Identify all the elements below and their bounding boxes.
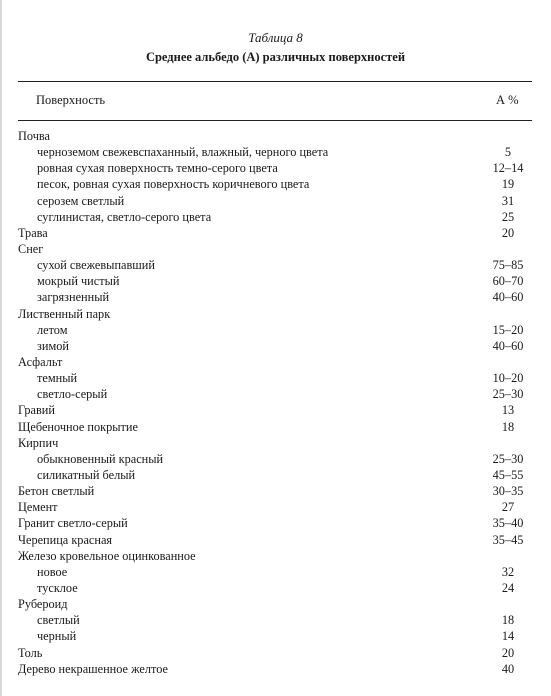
table-row xyxy=(0,257,551,273)
row-albedo-value: 24 xyxy=(501,580,515,595)
row-albedo-value: 27 xyxy=(501,500,515,515)
table-row xyxy=(0,548,551,564)
table-row xyxy=(0,306,551,322)
row-label: черноземом свежевспаханный, влажный, черного цвета xyxy=(37,145,329,160)
row-label: Кирпич xyxy=(18,435,59,450)
row-albedo-value: 5 xyxy=(504,145,512,160)
table-row xyxy=(0,241,551,257)
row-label: летом xyxy=(37,322,68,337)
table-row xyxy=(0,386,551,402)
row-label: сухой свежевыпавший xyxy=(37,258,155,273)
table-title: Среднее альбедо (А) различных поверхностей xyxy=(145,50,406,64)
row-label: Почва xyxy=(18,129,50,143)
row-label: ровная сухая поверхность темно-серого цвета xyxy=(37,161,278,176)
table-row xyxy=(0,338,551,354)
table-row xyxy=(0,628,551,644)
row-label: Цемент xyxy=(18,500,58,515)
table-row xyxy=(0,515,551,531)
row-label: суглинистая, светло-серого цвета xyxy=(37,209,212,224)
row-label: темный xyxy=(37,371,78,386)
row-label: обыкновенный красный xyxy=(37,451,164,466)
table-row xyxy=(0,402,551,418)
table-row xyxy=(0,176,551,192)
table-header-rule xyxy=(18,120,532,121)
table-row xyxy=(0,645,551,661)
row-albedo-value: 10–20 xyxy=(492,371,524,386)
table-row xyxy=(0,193,551,209)
table-row xyxy=(0,322,551,338)
row-label: загрязненный xyxy=(37,290,110,305)
table-top-rule xyxy=(18,81,532,82)
row-albedo-value: 19 xyxy=(501,177,515,192)
row-albedo-value: 18 xyxy=(501,613,515,628)
row-albedo-value: 25–30 xyxy=(492,451,524,466)
row-albedo-value: 20 xyxy=(501,645,515,660)
row-label: Асфальт xyxy=(18,354,63,369)
row-label: мокрый чистый xyxy=(37,274,120,289)
table-row xyxy=(0,564,551,580)
row-label: Лиственный парк xyxy=(18,306,111,321)
row-label: серозем светлый xyxy=(37,193,125,208)
row-label: Железо кровельное оцинкованное xyxy=(18,548,196,563)
row-label: новое xyxy=(37,564,68,579)
row-label: Трава xyxy=(18,225,48,240)
table-row xyxy=(0,435,551,451)
table-row xyxy=(0,370,551,386)
row-label: светло-серый xyxy=(37,387,108,402)
table-row xyxy=(0,483,551,499)
row-albedo-value: 40 xyxy=(501,661,515,676)
row-albedo-value: 75–85 xyxy=(492,258,524,273)
row-albedo-value: 18 xyxy=(501,419,515,434)
table-row xyxy=(0,128,551,144)
row-label: Щебеночное покрытие xyxy=(18,419,138,434)
table-row xyxy=(0,661,551,677)
table-caption: Таблица 8 xyxy=(248,30,303,45)
row-label: Гравий xyxy=(18,403,55,418)
row-albedo-value: 40–60 xyxy=(492,338,524,353)
table-body xyxy=(0,128,551,677)
row-albedo-value: 20 xyxy=(501,225,515,240)
header-albedo: А % xyxy=(496,93,519,107)
table-row xyxy=(0,354,551,370)
row-label: Рубероид xyxy=(18,597,68,612)
row-label: тусклое xyxy=(37,580,78,595)
table-row xyxy=(0,499,551,515)
row-albedo-value: 12–14 xyxy=(492,161,524,176)
table-row xyxy=(0,451,551,467)
row-albedo-value: 45–55 xyxy=(492,467,524,482)
header-surface: Поверхность xyxy=(36,93,106,107)
row-label: зимой xyxy=(37,338,69,353)
row-label: Бетон светлый xyxy=(18,484,95,499)
row-albedo-value: 25 xyxy=(501,209,515,224)
table-row xyxy=(0,467,551,483)
row-label: Черепица красная xyxy=(18,532,113,547)
row-albedo-value: 40–60 xyxy=(492,290,524,305)
row-albedo-value: 35–40 xyxy=(492,516,524,531)
row-label: черный xyxy=(37,629,77,644)
row-albedo-value: 15–20 xyxy=(492,322,524,337)
table-row xyxy=(0,273,551,289)
table-row xyxy=(0,419,551,435)
table-row xyxy=(0,160,551,176)
row-albedo-value: 13 xyxy=(501,403,515,418)
row-albedo-value: 30–35 xyxy=(492,484,524,499)
row-albedo-value: 35–45 xyxy=(492,532,524,547)
row-label: Гранит светло-серый xyxy=(18,516,128,531)
row-albedo-value: 32 xyxy=(501,564,515,579)
table-row xyxy=(0,580,551,596)
row-albedo-value: 25–30 xyxy=(492,387,524,402)
table-row xyxy=(0,144,551,160)
row-label: Дерево некрашенное желтое xyxy=(18,661,168,676)
row-albedo-value: 14 xyxy=(501,629,515,644)
table-row xyxy=(0,596,551,612)
table-row xyxy=(0,225,551,241)
row-label: светлый xyxy=(37,613,80,628)
row-albedo-value: 31 xyxy=(501,193,515,208)
table-row xyxy=(0,289,551,305)
table-row xyxy=(0,532,551,548)
row-label: Толь xyxy=(18,645,43,660)
table-row xyxy=(0,209,551,225)
row-label: Снег xyxy=(18,241,44,256)
row-label: песок, ровная сухая поверхность коричневого цвета xyxy=(37,177,310,192)
table-row xyxy=(0,612,551,628)
row-albedo-value: 60–70 xyxy=(492,274,524,289)
row-label: силикатный белый xyxy=(37,467,136,482)
